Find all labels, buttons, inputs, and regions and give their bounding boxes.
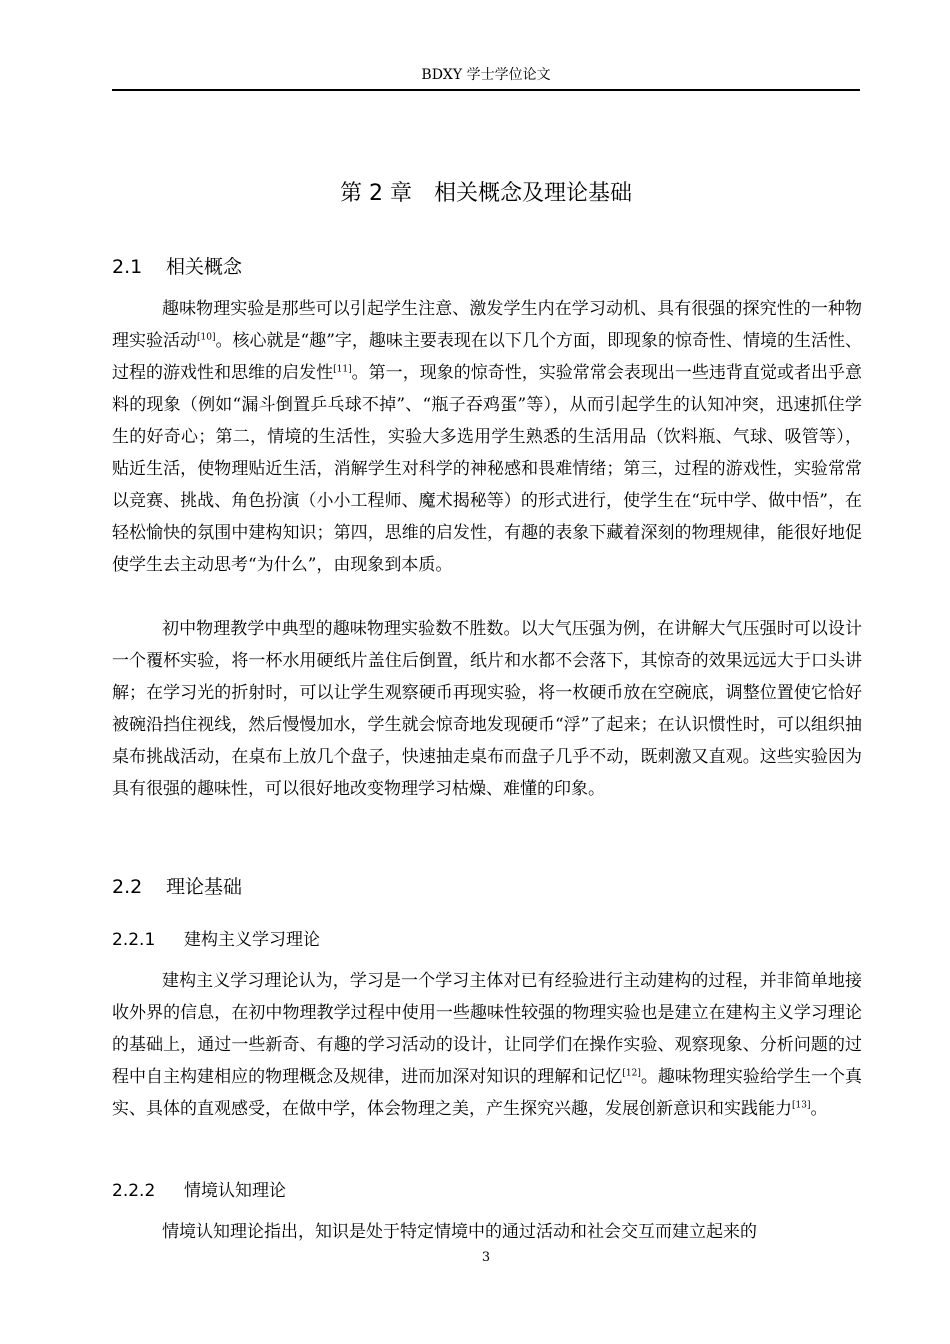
paragraph: 趣味物理实验是那些可以引起学生注意、激发学生内在学习动机、具有很强的探究性的一种物理实验活动[10]。核心就是“趣”字，趣味主要表现在以下几个方面，即现象的惊奇性、情境的生活性、过程的游戏性和思维的启发性[11]。第一，现象的惊奇性，实验常常会表现出一些违背直觉或者出乎意料的现象（例如“漏斗倒置乒乓球不掉”、“瓶子吞鸡蛋”等），从而引起学生的认知冲突，迅速抓住学生的好奇心；第二，情境的生活性，实验大多选用学生熟悉的生活用品（饮料瓶、气球、吸管等），贴近生活，使物理贴近生活，消解学生对科学的神秘感和畏难情绪；第三，过程的游戏性，实验常常以竞赛、挑战、角色扮演（小小工程师、魔术揭秘等）的形式进行，使学生在“玩中学、做中悟”，在轻松愉快的氛围中建构知识；第四，思维的启发性，有趣的表象下藏着深刻的物理规律，能很好地促使学生去主动思考“为什么”，由现象到本质。 [112,299,862,575]
section-title: 理论基础 [166,876,243,898]
subsection-heading-2-2-1 [112,927,860,953]
section-number: 2.1 [112,256,143,278]
paragraph: 情境认知理论指出，知识是处于特定情境中的通过活动和社会交互而建立起来的 [162,1222,757,1242]
page-number: 3 [481,1250,491,1265]
section-heading-2-2 [112,873,860,901]
citation: [13] [792,1100,811,1111]
running-header: BDXY 学士学位论文 [421,67,551,83]
section-number: 2.2 [112,876,143,898]
paragraph: 建构主义学习理论认为，学习是一个学习主体对已有经验进行主动建构的过程，并非简单地接收外界的信息，在初中物理教学过程中使用一些趣味性较强的物理实验也是建立在建构主义学习理论的基础上，通过一些新奇、有趣的学习活动的设计，让同学们在操作实验、观察现象、分析问题的过程中自主构建相应的物理概念及规律，进而加深对知识的理解和记忆[12]。趣味物理实验给学生一个真实、具体的直观感受，在做中学，体会物理之美，产生探究兴趣，发展创新意识和实践能力[13]。 [112,971,862,1119]
chapter-title: 第 2 章 相关概念及理论基础 [340,181,632,206]
header-rule [112,89,860,91]
citation: [11] [333,364,352,375]
citation: [12] [622,1068,641,1079]
subsection-number: 2.2.2 [112,1181,156,1201]
paragraph: 初中物理教学中典型的趣味物理实验数不胜数。以大气压强为例，在讲解大气压强时可以设计一个覆杯实验，将一杯水用硬纸片盖住后倒置，纸片和水都不会落下，其惊奇的效果远远大于口头讲解；在学习光的折射时，可以让学生观察硬币再现实验，将一枚硬币放在空碗底，调整位置使它恰好被碗沿挡住视线，然后慢慢加水，学生就会惊奇地发现硬币“浮”了起来；在认识惯性时，可以组织抽桌布挑战活动，在桌布上放几个盘子，快速抽走桌布而盘子几乎不动，既刺激又直观。这些实验因为具有很强的趣味性，可以很好地改变物理学习枯燥、难懂的印象。 [112,619,862,799]
subsection-number: 2.2.1 [112,930,156,950]
subsection-title: 建构主义学习理论 [184,930,320,950]
section-title: 相关概念 [166,256,243,278]
subsection-title: 情境认知理论 [184,1181,286,1201]
subsection-heading-2-2-2 [112,1178,860,1204]
citation: [10] [197,332,216,343]
section-heading-2-1 [112,253,860,281]
